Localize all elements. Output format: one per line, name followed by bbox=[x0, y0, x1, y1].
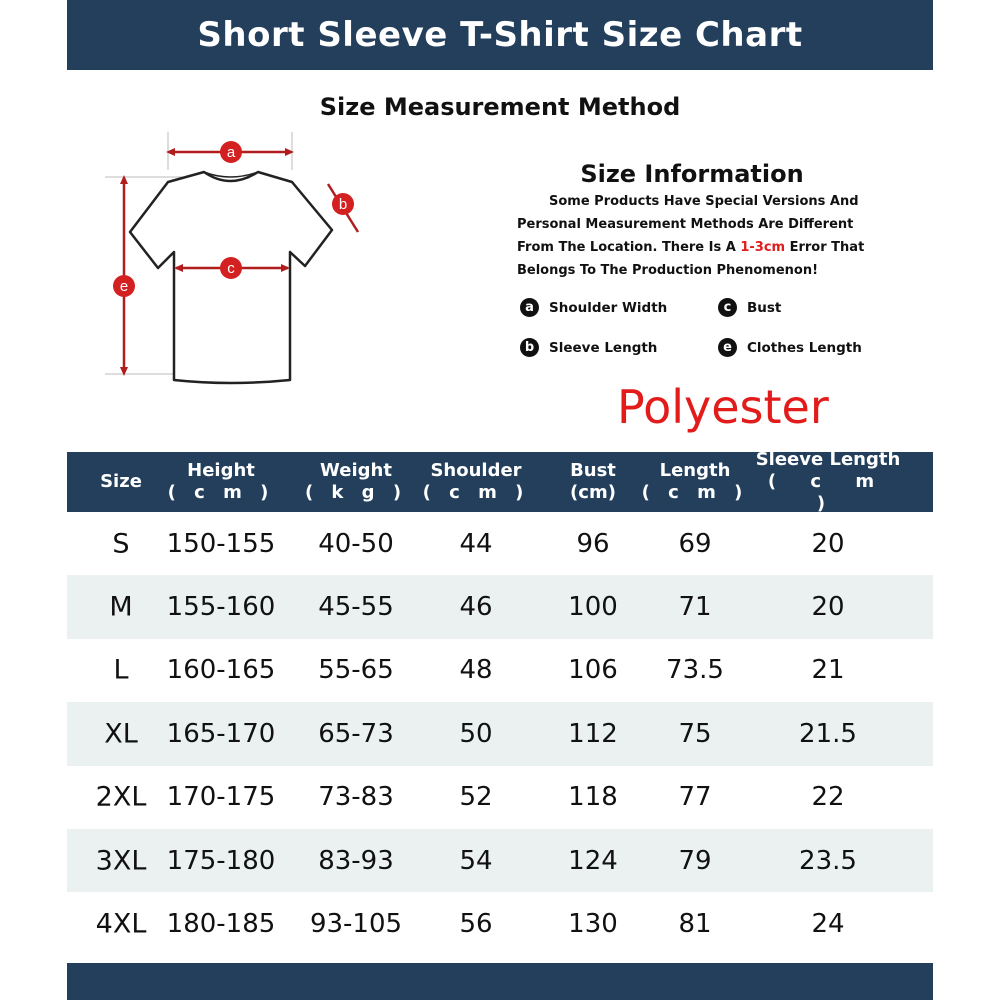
legend-label: Bust bbox=[747, 299, 782, 316]
header-label: Bust bbox=[570, 460, 616, 481]
cell-shoulder: 48 bbox=[459, 655, 493, 686]
info-line-4: Belongs To The Production Phenomenon! bbox=[517, 263, 819, 278]
marker-a-label: a bbox=[226, 144, 236, 161]
cell-size: 2XL bbox=[95, 781, 147, 813]
size-information-text bbox=[517, 190, 877, 282]
cell-sleeve-length: 22 bbox=[811, 782, 845, 813]
marker-b-icon: b bbox=[520, 338, 539, 357]
cell-sleeve-length: 24 bbox=[811, 909, 845, 940]
cell-sleeve-length: 20 bbox=[811, 528, 845, 559]
table-body bbox=[67, 512, 933, 956]
header-label: Sleeve Length bbox=[755, 449, 901, 470]
cell-height: 170-175 bbox=[166, 782, 276, 813]
cell-height: 175-180 bbox=[166, 845, 276, 876]
size-information-title: Size Information bbox=[580, 160, 804, 188]
header-label: Weight bbox=[320, 460, 392, 481]
cell-bust: 100 bbox=[568, 592, 618, 623]
header-unit: ( c m ) bbox=[767, 471, 889, 514]
footer-bar bbox=[67, 963, 933, 1000]
cell-size: L bbox=[113, 654, 129, 686]
header-label: Shoulder bbox=[430, 460, 522, 481]
cell-size: XL bbox=[104, 718, 138, 750]
cell-height: 180-185 bbox=[166, 909, 276, 940]
header-label: Size bbox=[100, 471, 142, 492]
marker-a-icon: a bbox=[520, 298, 539, 317]
header-unit: ( k g ) bbox=[304, 482, 408, 503]
cell-height: 160-165 bbox=[166, 655, 276, 686]
cell-size: M bbox=[109, 591, 133, 623]
cell-bust: 96 bbox=[576, 528, 610, 559]
legend-label: Clothes Length bbox=[747, 339, 862, 356]
title-banner bbox=[67, 0, 933, 70]
cell-shoulder: 44 bbox=[459, 528, 493, 559]
material-label: Polyester bbox=[617, 380, 829, 434]
cell-sleeve-length: 21 bbox=[811, 655, 845, 686]
size-information bbox=[517, 160, 877, 282]
header-length bbox=[620, 460, 770, 504]
cell-shoulder: 52 bbox=[459, 782, 493, 813]
info-line-2: Personal Measurement Methods Are Different bbox=[517, 217, 854, 232]
cell-shoulder: 54 bbox=[459, 845, 493, 876]
cell-height: 155-160 bbox=[166, 592, 276, 623]
cell-height: 150-155 bbox=[166, 528, 276, 559]
header-height bbox=[146, 460, 296, 504]
header-label: Height bbox=[187, 460, 255, 481]
cell-length: 71 bbox=[678, 592, 712, 623]
cell-shoulder: 46 bbox=[459, 592, 493, 623]
header-label: Length bbox=[659, 460, 731, 481]
cell-weight: 40-50 bbox=[318, 528, 394, 559]
cell-bust: 124 bbox=[568, 845, 618, 876]
cell-size: S bbox=[112, 528, 130, 560]
cell-size: 4XL bbox=[95, 908, 147, 940]
legend-item-bust bbox=[718, 298, 781, 317]
cell-sleeve-length: 20 bbox=[811, 592, 845, 623]
error-range: 1-3cm bbox=[740, 240, 786, 255]
table-row bbox=[67, 575, 933, 638]
info-line-1: Some Products Have Special Versions And bbox=[549, 194, 859, 209]
header-unit: (cm) bbox=[570, 482, 616, 503]
cell-length: 81 bbox=[678, 909, 712, 940]
cell-weight: 73-83 bbox=[318, 782, 394, 813]
table-row bbox=[67, 829, 933, 892]
cell-length: 69 bbox=[678, 528, 712, 559]
table-row bbox=[67, 766, 933, 829]
header-unit: ( c m ) bbox=[167, 482, 275, 503]
legend-label: Shoulder Width bbox=[549, 299, 668, 316]
marker-b-label: b bbox=[338, 196, 348, 213]
measurement-method-title: Size Measurement Method bbox=[319, 93, 681, 121]
legend-item-sleeve bbox=[520, 338, 657, 357]
measurement-legend bbox=[520, 298, 880, 368]
header-unit: ( c m ) bbox=[641, 482, 749, 503]
table-row bbox=[67, 512, 933, 575]
legend-label: Sleeve Length bbox=[549, 339, 658, 356]
cell-weight: 83-93 bbox=[318, 845, 394, 876]
table-row bbox=[67, 639, 933, 702]
cell-bust: 106 bbox=[568, 655, 618, 686]
cell-weight: 93-105 bbox=[309, 909, 403, 940]
table-row bbox=[67, 702, 933, 765]
header-sleeve-length bbox=[753, 449, 903, 515]
cell-weight: 55-65 bbox=[318, 655, 394, 686]
legend-item-length bbox=[718, 338, 862, 357]
cell-length: 75 bbox=[678, 718, 712, 749]
cell-sleeve-length: 21.5 bbox=[799, 718, 857, 749]
cell-bust: 118 bbox=[568, 782, 618, 813]
legend-item-shoulder bbox=[520, 298, 667, 317]
cell-height: 165-170 bbox=[166, 718, 276, 749]
cell-weight: 65-73 bbox=[318, 718, 394, 749]
table-row bbox=[67, 892, 933, 955]
cell-size: 3XL bbox=[95, 845, 147, 877]
info-line-3-text: From The Location. There Is A bbox=[517, 240, 741, 255]
table-header bbox=[67, 449, 933, 514]
cell-length: 77 bbox=[678, 782, 712, 813]
cell-weight: 45-55 bbox=[318, 592, 394, 623]
info-line-3-text-end: Error That bbox=[785, 240, 865, 255]
cell-length: 73.5 bbox=[666, 655, 724, 686]
marker-c-label: c bbox=[227, 260, 235, 277]
cell-bust: 130 bbox=[568, 909, 618, 940]
page-title: Short Sleeve T-Shirt Size Chart bbox=[197, 15, 803, 55]
cell-length: 79 bbox=[678, 845, 712, 876]
cell-shoulder: 50 bbox=[459, 718, 493, 749]
header-unit: ( c m ) bbox=[422, 482, 530, 503]
size-table bbox=[67, 449, 933, 956]
marker-e-icon: e bbox=[718, 338, 737, 357]
marker-e-label: e bbox=[119, 278, 129, 295]
cell-bust: 112 bbox=[568, 718, 618, 749]
cell-sleeve-length: 23.5 bbox=[799, 845, 857, 876]
tshirt-measurement-diagram bbox=[100, 132, 370, 392]
info-line-3 bbox=[517, 236, 877, 259]
marker-c-icon: c bbox=[718, 298, 737, 317]
cell-shoulder: 56 bbox=[459, 909, 493, 940]
